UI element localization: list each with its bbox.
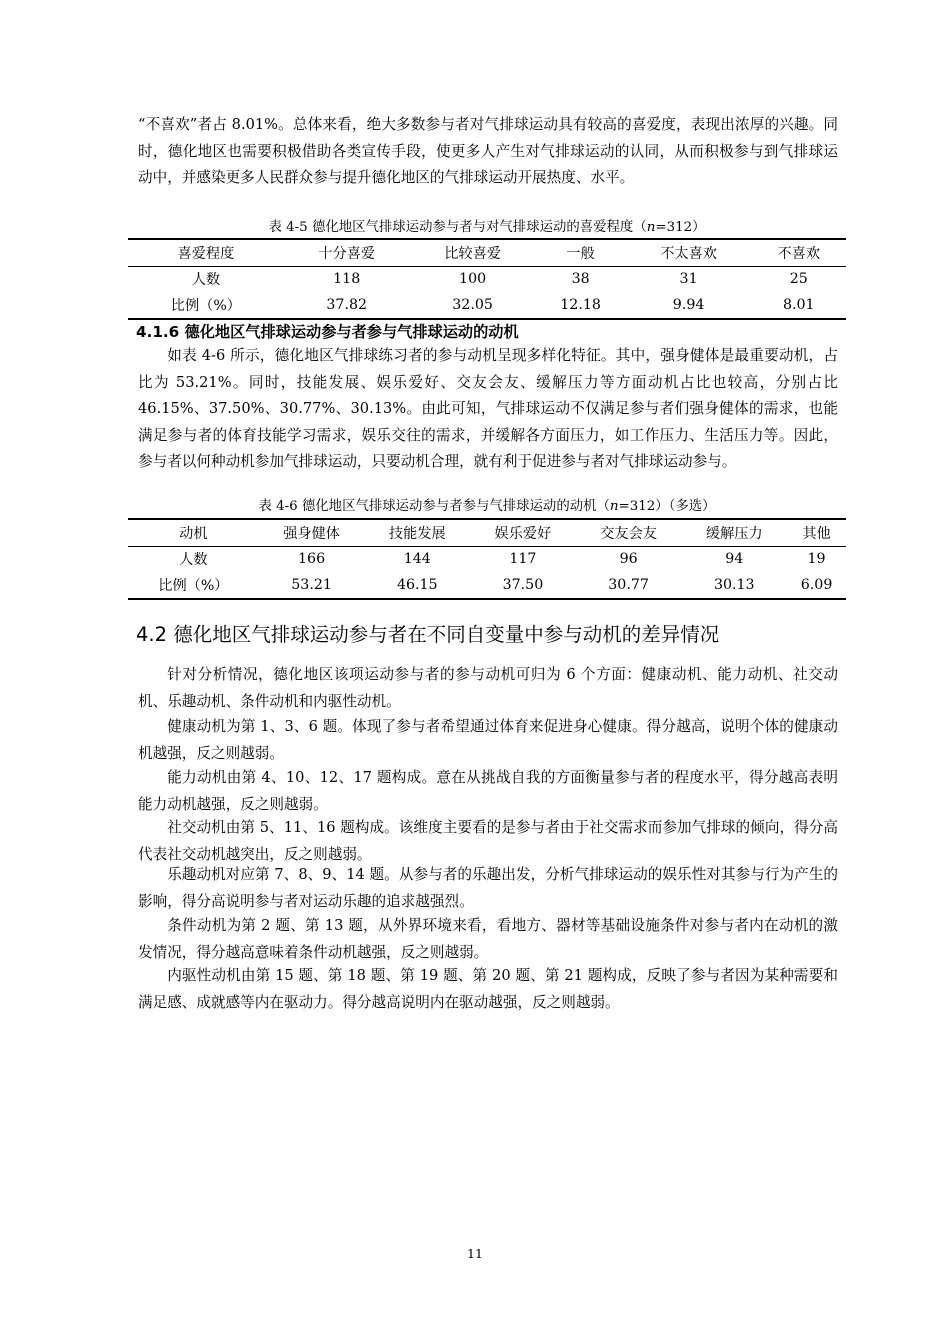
- table-header-cell: 缓解压力: [681, 519, 787, 546]
- table-header-cell: 技能发展: [364, 519, 470, 546]
- table-header-cell: 一般: [536, 239, 626, 266]
- section-4-2-heading: 4.2 德化地区气排球运动参与者在不同自变量中参与动机的差异情况: [136, 623, 720, 646]
- table-cell: 37.82: [284, 292, 410, 319]
- table-cell: 53.21: [259, 572, 365, 599]
- section-4-2-paragraph: 能力动机由第 4、10、12、17 题构成。意在从挑战自我的方面衡量参与者的程度水平，得分越高表明能力动机越强，反之则越弱。: [138, 769, 838, 813]
- table-cell: 118: [333, 271, 361, 288]
- table-cell: 人数: [191, 272, 221, 289]
- table-4-6-caption: 表 4-6 德化地区气排球运动参与者参与气排球运动的动机（n=312）（多选）: [258, 499, 716, 514]
- table-header-cell: 喜爱程度: [128, 239, 284, 266]
- table-cell: 12.18: [536, 292, 626, 319]
- page-number: 11: [467, 1246, 483, 1261]
- table-cell: 100: [459, 271, 487, 288]
- table-row: [128, 266, 846, 292]
- table-cell: 166: [298, 551, 326, 568]
- table-header-cell: 比较喜爱: [410, 239, 536, 266]
- table-cell: 32.05: [410, 292, 536, 319]
- table-header-cell: 十分喜爱: [284, 239, 410, 266]
- table-cell: 比例（%）: [128, 572, 259, 599]
- table-cell: 37.50: [470, 572, 576, 599]
- table-4-6: [128, 518, 846, 600]
- table-cell: 19: [807, 551, 826, 568]
- table-cell: 25: [789, 271, 808, 288]
- section-4-2-paragraph: 条件动机为第 2 题、第 13 题，从外界环境来看，看地方、器材等基础设施条件对参与者内在动机的激发情况，得分越高意味着条件动机越强，反之则越弱。: [138, 917, 838, 961]
- table-cell: 6.09: [787, 572, 846, 599]
- table-header-cell: 不喜欢: [752, 239, 846, 266]
- table-cell: 96: [619, 551, 638, 568]
- section-4-2-paragraph: 针对分析情况，德化地区该项运动参与者的参与动机可归为 6 个方面：健康动机、能力动机、社交动机、乐趣动机、条件动机和内驱性动机。: [138, 666, 838, 710]
- table-header-cell: 娱乐爱好: [470, 519, 576, 546]
- table-header-cell: 动机: [128, 519, 259, 546]
- table-cell: 9.94: [626, 292, 752, 319]
- table-header-cell: 其他: [787, 519, 846, 546]
- table-row: [128, 572, 846, 599]
- table-cell: 46.15: [364, 572, 470, 599]
- table-cell: 94: [725, 551, 744, 568]
- table-cell: 144: [403, 551, 431, 568]
- table-cell: 38: [571, 271, 590, 288]
- table-cell: 人数: [179, 552, 208, 569]
- table-cell: 30.13: [681, 572, 787, 599]
- table-header-cell: 不太喜欢: [626, 239, 752, 266]
- table-4-5-caption: 表 4-5 德化地区气排球运动参与者与对气排球运动的喜爱程度（n=312）: [268, 220, 706, 235]
- table-cell: 8.01: [752, 292, 846, 319]
- section-4-2-paragraph: 内驱性动机由第 15 题、第 18 题、第 19 题、第 20 题、第 21 题构成，反映了参与者因为某种需要和满足感、成就感等内在驱动力。得分越高说明内在驱动越强，反之则越弱。: [138, 967, 838, 1011]
- intro-paragraph: “不喜欢”者占 8.01%。总体来看，绝大多数参与者对气排球运动具有较高的喜爱度，表现出浓厚的兴趣。同时，德化地区也需要积极借助各类宣传手段，使更多人产生对气排球运动的认同，从而积极参与到气排球运动中，并感染更多人民群众参与提升德化地区的气排球运动开展热度、水平。: [138, 116, 838, 187]
- table-4-5: [128, 238, 846, 320]
- table-header-cell: 交友会友: [576, 519, 682, 546]
- table-cell: 117: [509, 551, 537, 568]
- section-4-2-paragraph: 乐趣动机对应第 7、8、9、14 题。从参与者的乐趣出发，分析气排球运动的娱乐性对其参与行为产生的影响，得分高说明参与者对运动乐趣的追求越强烈。: [138, 866, 838, 910]
- table-header-row: [128, 239, 846, 266]
- section-4-1-6-heading: 4.1.6 德化地区气排球运动参与者参与气排球运动的动机: [136, 323, 519, 341]
- table-cell: 30.77: [576, 572, 682, 599]
- table-cell: 31: [679, 271, 698, 288]
- section-4-2-paragraph: 健康动机为第 1、3、6 题。体现了参与者希望通过体育来促进身心健康。得分越高，说明个体的健康动机越强，反之则越弱。: [138, 718, 838, 762]
- table-row: [128, 546, 846, 572]
- table-row: [128, 292, 846, 319]
- table-header-cell: 强身健体: [259, 519, 365, 546]
- table-cell: 比例（%）: [128, 292, 284, 319]
- section-4-1-6-paragraph: 如表 4-6 所示，德化地区气排球练习者的参与动机呈现多样化特征。其中，强身健体是最重要动机，占比为 53.21%。同时，技能发展、娱乐爱好、交友会友、缓解压力等方面动机占比也较高，分别占比 46.15%、37.50%、30.77%、30.13%。由此可知，气排球运动不仅满足参与者们强身健体的需求，也能满足参与者的体育技能学习需求，娱乐交往的需求，并缓解各方面压力，如工作压力、生活压力等。因此，参与者以何种动机参加气排球运动，只要动机合理，就有利于促进参与者对气排球运动参与。: [138, 347, 838, 471]
- table-header-row: [128, 519, 846, 546]
- section-4-2-paragraph: 社交动机由第 5、11、16 题构成。该维度主要看的是参与者由于社交需求而参加气排球的倾向，得分高代表社交动机越突出，反之则越弱。: [138, 819, 838, 863]
